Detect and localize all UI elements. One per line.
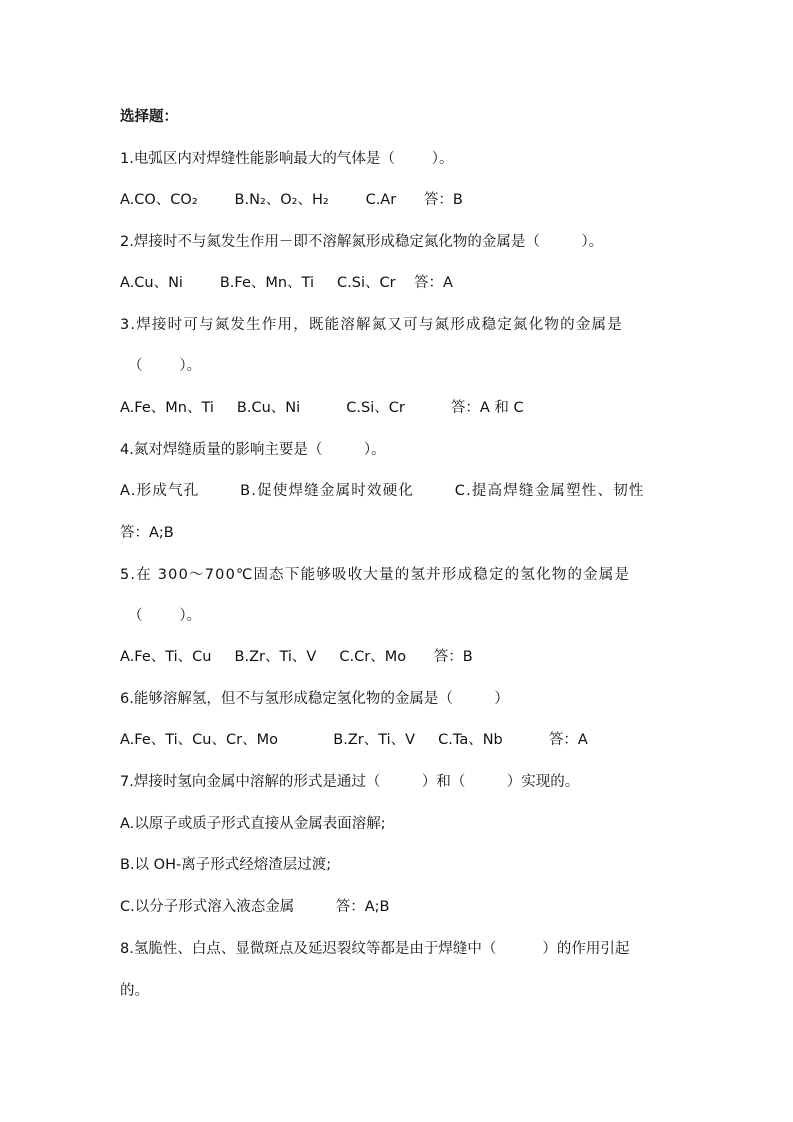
question-4-answer: 答：A;B [120,525,174,541]
question-5-continued: （ ）。 [128,608,202,624]
question-1: 1.电弧区内对焊缝性能影响最大的气体是（ ）。 [120,151,454,167]
question-3: 3.焊接时可与氮发生作用，既能溶解氮又可与氮形成稳定氮化物的金属是 [120,317,623,333]
question-5: 5.在 300～700℃固态下能够吸收大量的氢并形成稳定的氢化物的金属是 [120,567,631,583]
question-3-options: A.Fe、Mn、Ti B.Cu、Ni C.Si、Cr 答：A 和 C [120,400,524,416]
question-2-options: A.Cu、Ni B.Fe、Mn、Ti C.Si、Cr 答：A [120,275,453,291]
question-8: 8.氢脆性、白点、显微斑点及延迟裂纹等都是由于焊缝中（ ）的作用引起 [120,941,630,957]
question-7-option-a: A.以原子或质子形式直接从金属表面溶解; [120,816,386,832]
question-7-option-b: B.以 OH-离子形式经熔渣层过渡; [120,857,332,873]
section-heading: 选择题： [120,109,178,125]
question-6-options: A.Fe、Ti、Cu、Cr、Mo B.Zr、Ti、V C.Ta、Nb 答：A [120,732,588,748]
question-7: 7.焊接时氢向金属中溶解的形式是通过（ ）和（ ）实现的。 [120,774,580,790]
question-2: 2.焊接时不与氮发生作用－即不溶解氮形成稳定氮化物的金属是（ ）。 [120,234,604,250]
question-7-option-c: C.以分子形式溶入液态金属 答：A;B [120,899,390,915]
question-6: 6.能够溶解氢，但不与氢形成稳定氢化物的金属是（ ） [120,691,509,707]
question-4: 4.氮对焊缝质量的影响主要是（ ）。 [120,442,386,458]
question-8-continued: 的。 [120,983,149,999]
question-4-options: A.形成气孔 B.促使焊缝金属时效硬化 C.提高焊缝金属塑性、韧性 [120,483,645,499]
question-1-options: A.CO、CO₂ B.N₂、O₂、H₂ C.Ar 答：B [120,192,463,208]
question-5-options: A.Fe、Ti、Cu B.Zr、Ti、V C.Cr、Mo 答：B [120,649,473,665]
question-3-continued: （ ）。 [128,358,202,374]
